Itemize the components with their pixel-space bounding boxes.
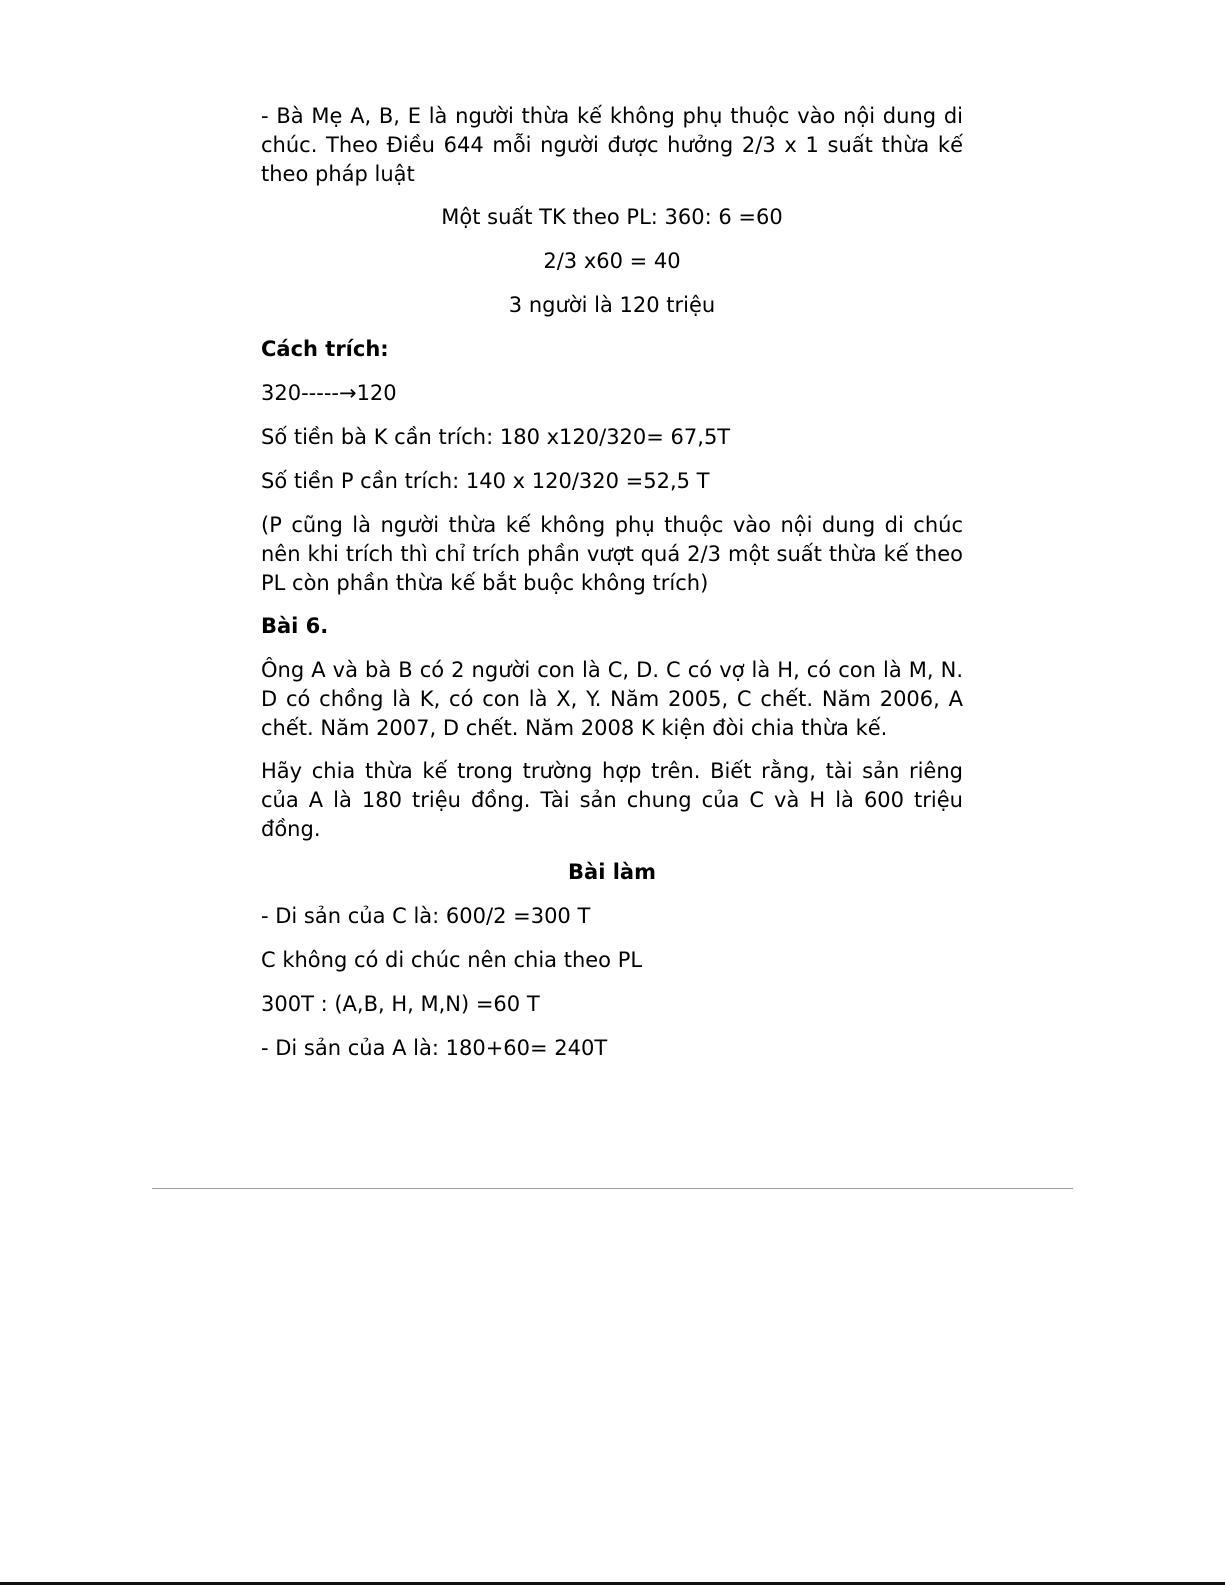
line-c-no-will: C không có di chúc nên chia theo PL bbox=[261, 948, 643, 972]
line-division: 300T : (A,B, H, M,N) =60 T bbox=[261, 992, 540, 1016]
calc-two-thirds: 2/3 x60 = 40 bbox=[543, 249, 681, 273]
ratio-line: 320-----→120 bbox=[261, 381, 397, 405]
line-k-deduction: Số tiền bà K cần trích: 180 x120/320= 67,5T bbox=[261, 425, 731, 449]
page-divider bbox=[152, 1188, 1073, 1189]
heading-bai-lam: Bài làm bbox=[568, 860, 656, 884]
calc-share: Một suất TK theo PL: 360: 6 =60 bbox=[441, 205, 783, 229]
heading-cach-trich: Cách trích: bbox=[261, 337, 389, 361]
calc-three-people: 3 người là 120 triệu bbox=[508, 293, 716, 317]
bai6-task: Hãy chia thừa kế trong trường hợp trên. Biết rằng, tài sản riêng của A là 180 triệu đồng. Tài sản chung của C và H là 600 triệu đồng. bbox=[261, 759, 963, 841]
line-c-estate: - Di sản của C là: 600/2 =300 T bbox=[261, 904, 591, 928]
heading-bai-6: Bài 6. bbox=[261, 614, 329, 638]
paragraph-heirs: - Bà Mẹ A, B, E là người thừa kế không phụ thuộc vào nội dung di chúc. Theo Điều 644 mỗi người được hưởng 2/3 x 1 suất thừa kế theo pháp luật bbox=[261, 104, 963, 186]
bai6-story: Ông A và bà B có 2 người con là C, D. C có vợ là H, có con là M, N. D có chồng là K, có con là X, Y. Năm 2005, C chết. Năm 2006, A chết. Năm 2007, D chết. Năm 2008 K kiện đòi chia thừa kế. bbox=[261, 658, 963, 740]
line-a-estate: - Di sản của A là: 180+60= 240T bbox=[261, 1036, 608, 1060]
line-p-deduction: Số tiền P cần trích: 140 x 120/320 =52,5 T bbox=[261, 469, 710, 493]
note-p: (P cũng là người thừa kế không phụ thuộc vào nội dung di chúc nên khi trích thì chỉ trích phần vượt quá 2/3 một suất thừa kế theo PL còn phần thừa kế bắt buộc không trích) bbox=[261, 513, 963, 595]
document-body bbox=[261, 102, 963, 1078]
